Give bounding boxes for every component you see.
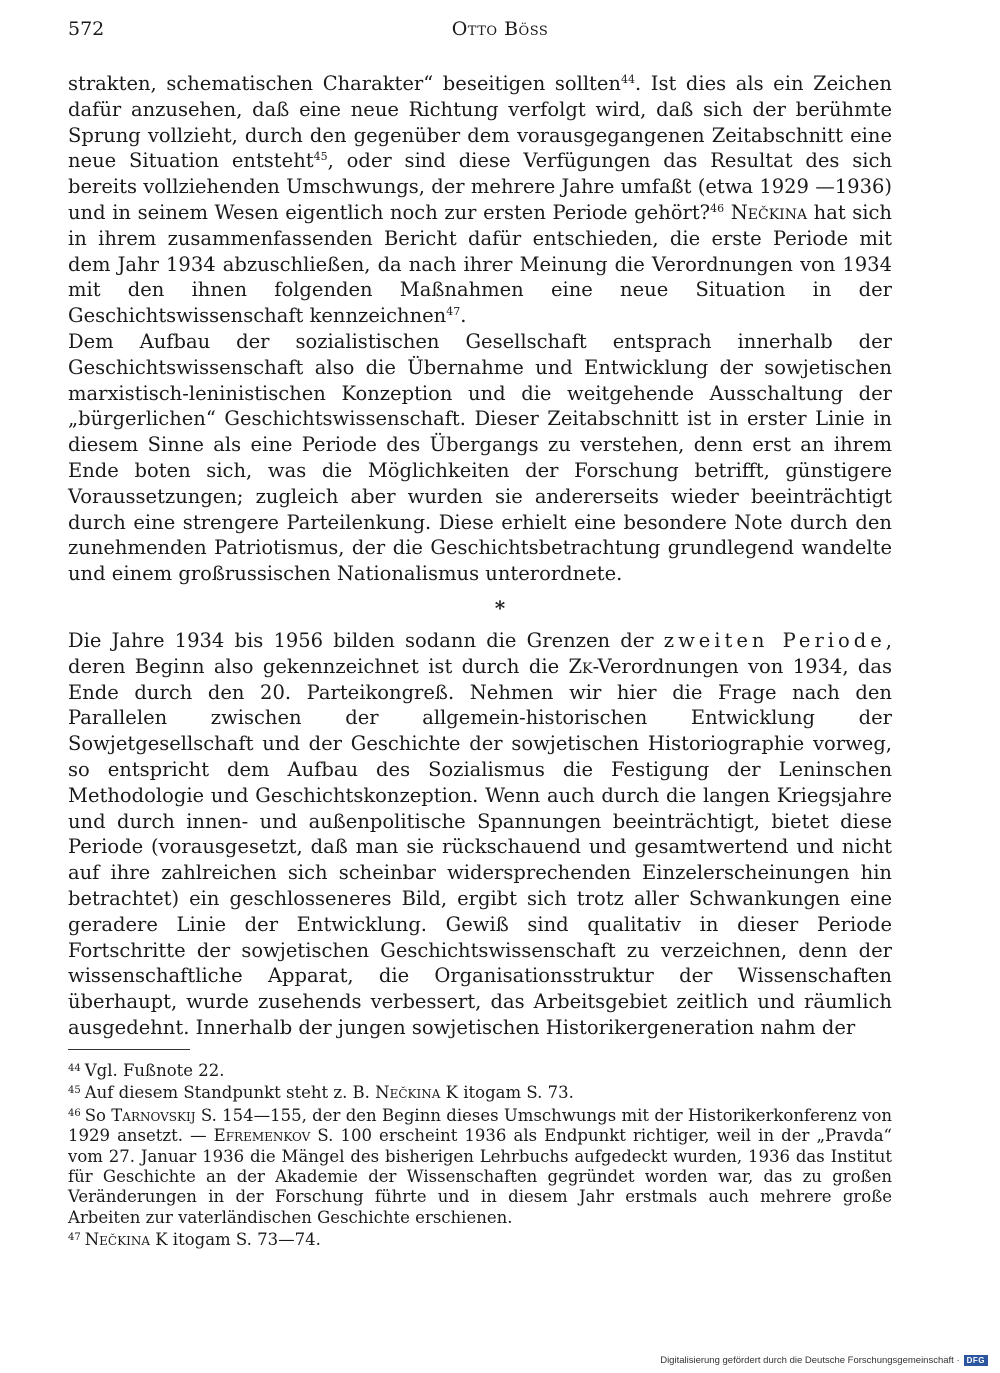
- running-head: Otto Böss: [451, 18, 549, 40]
- footnote-44: $^{44}$ Vgl. Fußnote 22.: [68, 1061, 225, 1080]
- footnotes: [68, 1061, 892, 1253]
- footnote-ref-44: 44: [621, 73, 635, 86]
- footnote-ref-47: 47: [446, 305, 461, 319]
- footnote-ref-46: 46: [710, 201, 725, 215]
- emphasis-zweiten-periode: zweiten Periode: [663, 629, 886, 652]
- footnote-rule: [68, 1049, 190, 1050]
- paragraph-1: strakten, schematischen Charakter“ beseitigen sollten$^{44}$. Ist dies als ein Zeichen dafür anzusehen, daß eine neue Richtung verfolgt wird, daß sich der berühmte Sprung vollzieht, durch den gegenüber dem vorausgegangenen Zeitabschnitt eine neue Situation entsteht$^{45}$, oder sind diese Verfügungen das Resultat des sich bereits vollziehenden Umschwungs, der mehrere Jahre umfaßt (etwa 1929 —1936) und in seinem Wesen eigentlich noch zur ersten Periode gehört?$^{46}$ Nečkina hat sich in ihrem zusammenfassenden Bericht dafür entschieden, die erste Periode mit dem Jahr 1934 abzuschließen, da nach ihrer Meinung die Verordnungen von 1934 mit den ihnen folgenden Maßnahmen eine neue Situation in der Geschichtswissenschaft kennzeichnen$^{47}$.: [68, 72, 893, 328]
- digitization-credit: [660, 1355, 988, 1366]
- abbreviation-zk: Zk: [568, 654, 593, 678]
- footnote-45: $^{45}$ Auf diesem Standpunkt steht z. B. Nečkina K itogam S. 73.: [68, 1083, 574, 1103]
- dfg-logo-icon: DFG: [964, 1355, 988, 1366]
- footnote-46: $^{46}$ So Tarnovskij S. 154—155, der den Beginn dieses Umschwungs mit der Historikerkonferenz von 1929 ansetzt. — Efremenkov S. 100 erscheint 1936 als Endpunkt richtiger, weil in der „Pravda“ vom 27. Januar 1936 die Mängel des bisherigen Lehrbuchs aufgedeckt wurden, 1936 das Institut für Geschichte an der Akademie der Wissenschaften gegründet worden war, das zu großen Veränderungen in der Forschung führte und in diesem Jahr erstmals auch mehrere große Arbeiten zur vaterländischen Geschichte erschienen.: [68, 1105, 893, 1227]
- section-separator: *: [494, 596, 506, 620]
- footnote-ref-45: 45: [313, 150, 328, 164]
- paragraph-2: Dem Aufbau der sozialistischen Gesellschaft entsprach innerhalb der Geschichtswissenschaft also die Übernahme und Entwicklung der sowjetischen marxistisch-leninistischen Konzeption und die weitgehende Ausschaltung der „bürgerlichen“ Geschichtswissenschaft. Dieser Zeitabschnitt ist in erster Linie in diesem Sinne als eine Periode des Übergangs zu verstehen, denn erst an ihrem Ende boten sich, was die Möglichkeiten der Forschung betrifft, günstigere Voraussetzungen; zugleich aber wurden sie andererseits wieder beeinträchtigt durch eine strengere Parteilenkung. Diese erhielt eine besondere Note durch den zunehmenden Patriotismus, der die Geschichtsbetrachtung grundlegend wandelte und einem großrussischen Nationalismus unterordnete.: [68, 330, 892, 586]
- author-name: Nečkina: [730, 200, 808, 224]
- credit-text: Digitalisierung gefördert durch die Deutsche Forschungsgemeinschaft ·: [660, 1355, 960, 1366]
- page-number: 572: [68, 18, 105, 40]
- paragraph-3: Die Jahre 1934 bis 1956 bilden sodann die Grenzen der zweiten Periode, deren Beginn also gekennzeichnet ist durch die Zk-Verordnungen von 1934, das Ende durch den 20. Parteikongreß. Nehmen wir hier die Frage nach den Parallelen zwischen der allgemein-historischen Entwicklung der Sowjetgesellschaft und der Geschichte der sowjetischen Historiographie vorweg, so entspricht dem Aufbau des Sozialismus die Festigung der Leninschen Methodologie und Geschichtskonzeption. Wenn auch durch die langen Kriegsjahre und durch innen- und außenpolitische Spannungen beeinträchtigt, bietet diese Periode (vorausgesetzt, daß man sie rückschauend und gesamtwertend und nicht auf ihre zahlreichen sich scheinbar widersprechenden Einzelerscheinungen hin betrachtet) ein geschlosseneres Bild, ergibt sich trotz aller Schwankungen eine geradere Linie der Entwicklung. Gewiß sind qualitativ in dieser Periode Fortschritte der sowjetischen Geschichtswissenschaft zu verzeichnen, denn der wissenschaftliche Apparat, die Organisationsstruktur der Wissenschaften überhaupt, wurde zusehends verbessert, das Arbeitsgebiet zeitlich und räumlich ausgedehnt. Innerhalb der jungen sowjetischen Historikergeneration nahm der: [68, 629, 893, 1039]
- footnote-47: $^{47}$ Nečkina K itogam S. 73—74.: [68, 1230, 321, 1250]
